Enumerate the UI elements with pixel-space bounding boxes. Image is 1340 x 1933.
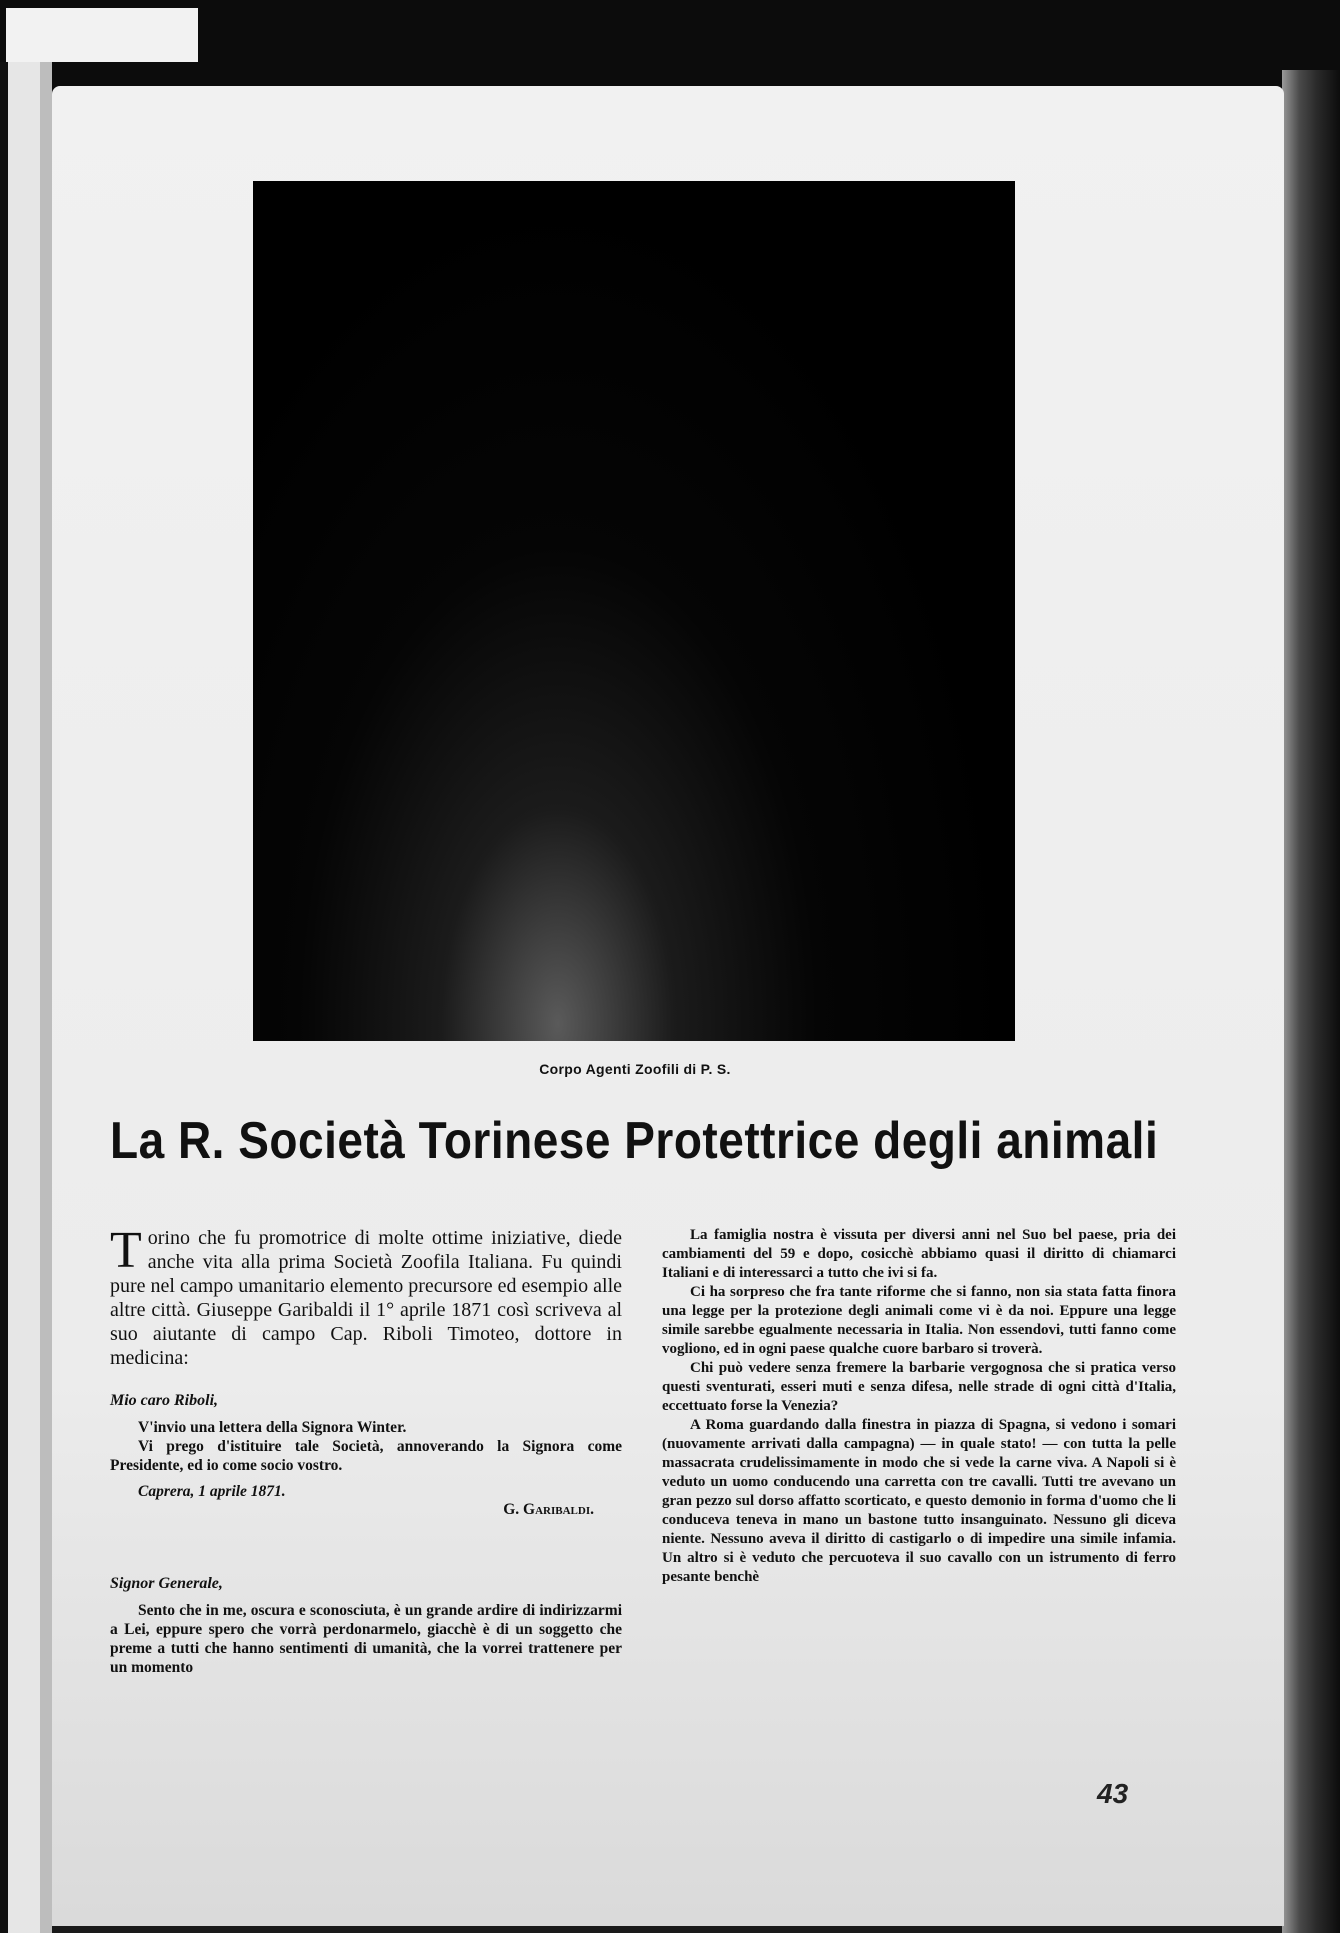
letter-line: Vi prego d'istituire tale Società, annoverando la Signora come Presidente, ed io come socio vostro. [110, 1438, 622, 1474]
paragraph: A Roma guardando dalla finestra in piazza di Spagna, si vedono i somari (nuovamente arrivati dalla campagna) — in quale stato! — con tutta la pelle massacrata crudelissimamente in modo che si vede la carne viva. A Napoli si è veduto un uomo conducendo una carretta con tre cavalli. Tutti tre avevano un gran pezzo sul dorso affatto scorticato, e questo demonio in forma d'uomo che li conduceva teneva in mano un bastone tutto insanguinato. Nessuno gli diceva niente. Nessuno aveva il diritto di castigarlo o di impedire una simile infamia. Un altro si è veduto che percuoteva il suo cavallo con un istrumento di ferro pesante benchè [662, 1417, 1176, 1585]
scan-border-right [1282, 70, 1340, 1933]
reply-salutation: Signor Generale, [110, 1575, 223, 1592]
letter-signature: G. Garibaldi. [503, 1501, 594, 1518]
photo-caption: Corpo Agenti Zoofili di P. S. [539, 1061, 731, 1077]
drop-cap: T [110, 1222, 142, 1279]
left-column [110, 1222, 623, 1677]
right-column [662, 1226, 1176, 1587]
reply-text: Sento che in me, oscura e sconosciuta, è un grande ardire di indirizzarmi a Lei, eppure spero che vorrà perdonarmelo, giacchè è di un soggetto che preme a tutti che hanno sentimenti di umanità, che la vorrei trattenere per un momento [110, 1602, 622, 1676]
letter-salutation: Mio caro Riboli, [110, 1392, 219, 1409]
photograph [253, 181, 1015, 1041]
book-page [52, 86, 1284, 1926]
paragraph: Ci ha sorpreso che fra tante riforme che si fanno, non sia stata fatta finora una legge per la protezione degli animali come vi è da noi. Eppure una legge simile sarebbe egualmente necessaria in Italia. Non essendovi, tutti fanno come vogliono, ed in ogni paese qualche cuore barbaro si troverà. [662, 1284, 1176, 1357]
scan-border-top [0, 0, 1340, 100]
lead-paragraph [110, 1222, 623, 1370]
paragraph: Chi può vedere senza fremere la barbarie vergognosa che si pratica verso questi sventurati, esseri muti e senza difesa, nelle strade di ogni città d'Italia, eccettuato forse la Venezia? [662, 1360, 1176, 1414]
lead-text: orino che fu promotrice di molte ottime iniziative, diede anche vita alla prima Società Zoofila Italiana. Fu quindi pure nel campo umanitario elemento precursore ed esempio alle altre città. Giuseppe Garibaldi il 1° aprile 1871 così scriveva al suo aiutante di campo Cap. Riboli Timoteo, dottore in medicina: [110, 1227, 623, 1369]
page-number: 43 [1097, 1778, 1129, 1809]
scan-border-left [0, 62, 52, 1933]
letter-line: V'invio una lettera della Signora Winter. [138, 1419, 407, 1436]
scan-paper-notch [6, 8, 198, 62]
letter-date: Caprera, 1 aprile 1871. [138, 1483, 286, 1500]
paragraph: La famiglia nostra è vissuta per diversi anni nel Suo bel paese, pria dei cambiamenti del 59 e dopo, cosicchè abbiamo quasi il diritto di chiamarci Italiani e di interessarci a tutto che ivi si fa. [662, 1227, 1176, 1281]
article-title: La R. Società Torinese Protettrice degli animali [110, 1111, 1159, 1170]
